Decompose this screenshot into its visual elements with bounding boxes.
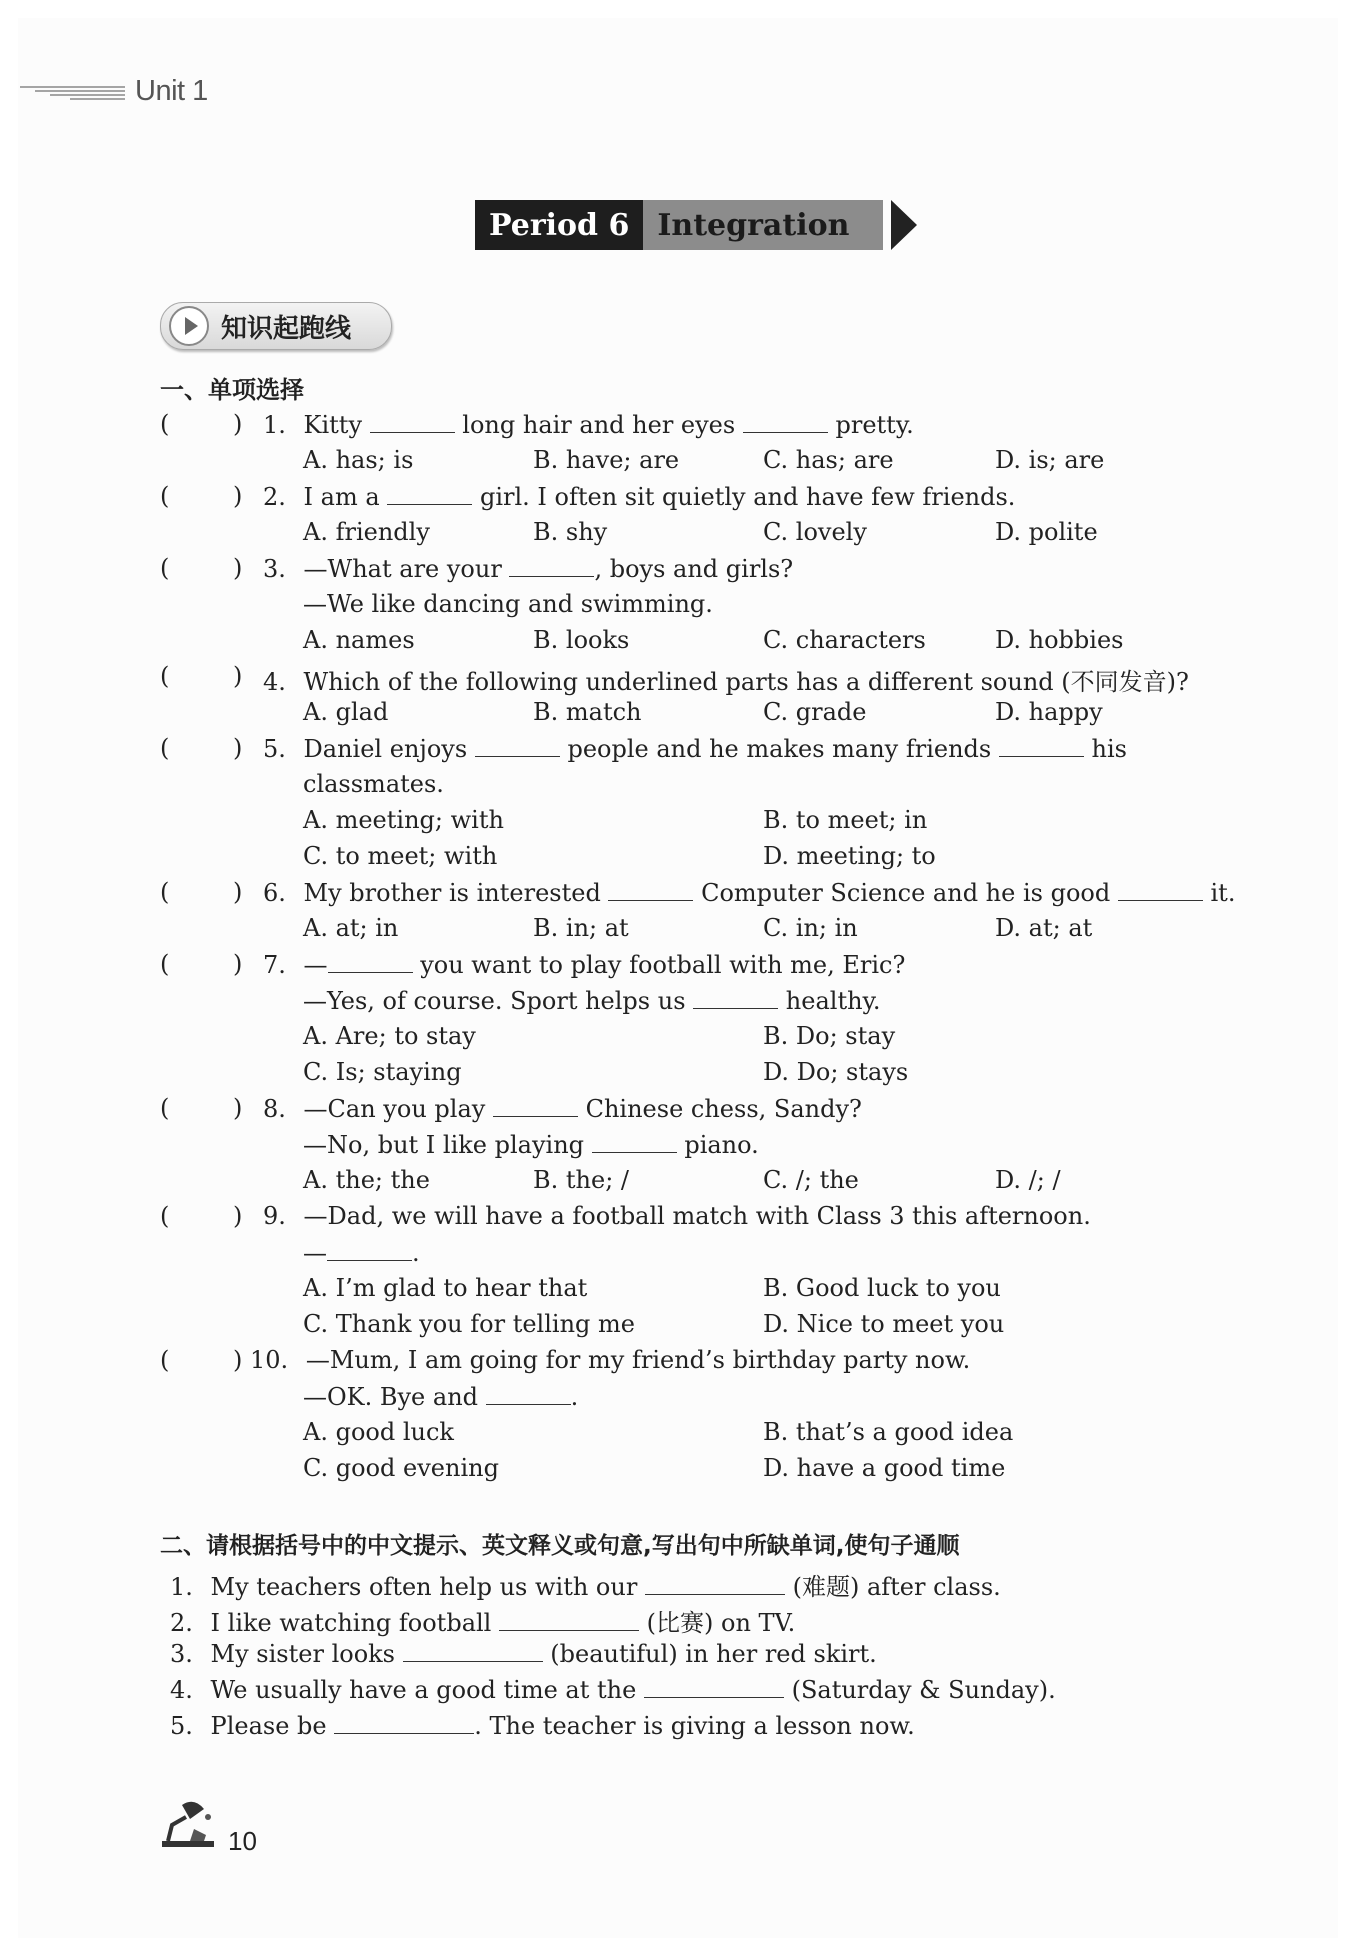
answer-blank[interactable] — [387, 482, 472, 505]
question-9: 9. —Dad, we will have a football match with Class 3 this afternoon. — [263, 1202, 1091, 1230]
question-3-line2: —We like dancing and swimming. — [303, 590, 713, 618]
answer-paren-close: ) — [233, 950, 243, 978]
unit-header — [20, 75, 208, 108]
option: D. happy — [995, 698, 1103, 726]
option: D. /; / — [995, 1166, 1061, 1194]
question-6: 6. My brother is interested Computer Science and he is good it. — [263, 879, 1236, 907]
answer-blank[interactable] — [475, 734, 560, 757]
answer-paren-open: ( — [160, 1202, 170, 1230]
answer-paren-close: ) — [233, 554, 243, 582]
answer-paren-open: ( — [160, 1346, 170, 1374]
answer-paren-close: ) — [233, 410, 243, 438]
play-icon — [169, 306, 209, 346]
question-5: 5. Daniel enjoys people and he makes many friends his — [263, 735, 1127, 763]
answer-blank[interactable] — [334, 1711, 474, 1734]
page-number: 10 — [228, 1826, 257, 1856]
section2-title: 二、请根据括号中的中文提示、英文释义或句意,写出句中所缺单词,使句子通顺 — [160, 1533, 960, 1559]
option: D. is; are — [995, 446, 1105, 474]
question-5-line2: classmates. — [303, 770, 444, 798]
option: B. to meet; in — [763, 806, 928, 834]
answer-blank[interactable] — [493, 1094, 578, 1117]
question-7-line2: —Yes, of course. Sport helps us healthy. — [303, 987, 881, 1015]
option: B. looks — [533, 626, 630, 654]
option: B. match — [533, 698, 642, 726]
option: B. Do; stay — [763, 1022, 896, 1050]
answer-blank[interactable] — [592, 1130, 677, 1153]
answer-paren-open: ( — [160, 482, 170, 510]
answer-paren-close: ) — [233, 662, 243, 690]
option: A. at; in — [303, 914, 399, 942]
answer-blank[interactable] — [499, 1608, 639, 1631]
answer-blank[interactable] — [1118, 878, 1203, 901]
option: D. polite — [995, 518, 1098, 546]
answer-paren-close: ) — [233, 878, 243, 906]
option: D. have a good time — [763, 1454, 1006, 1482]
answer-blank[interactable] — [327, 1238, 412, 1261]
answer-blank[interactable] — [370, 410, 455, 433]
answer-blank[interactable] — [608, 878, 693, 901]
answer-paren-open: ( — [160, 554, 170, 582]
answer-blank[interactable] — [645, 1572, 785, 1595]
option: A. the; the — [303, 1166, 430, 1194]
period-label: Period 6 — [475, 200, 643, 250]
question-2: 2. I am a girl. I often sit quietly and have few friends. — [263, 483, 1016, 511]
option: B. in; at — [533, 914, 629, 942]
period-topic: Integration — [643, 200, 883, 250]
option: C. good evening — [303, 1454, 499, 1482]
answer-blank[interactable] — [403, 1639, 543, 1662]
answer-blank[interactable] — [328, 950, 413, 973]
answer-paren-open: ( — [160, 878, 170, 906]
fill-item-5: 5. Please be . The teacher is giving a lesson now. — [170, 1712, 915, 1740]
question-1: 1. Kitty long hair and her eyes pretty. — [263, 411, 914, 439]
period-banner — [475, 200, 917, 250]
answer-paren-open: ( — [160, 410, 170, 438]
question-9-line2: — . — [303, 1239, 420, 1267]
answer-paren-open: ( — [160, 662, 170, 690]
option: A. I’m glad to hear that — [303, 1274, 588, 1302]
option: B. have; are — [533, 446, 680, 474]
unit-title: Unit 1 — [135, 75, 208, 107]
answer-paren-close: ) — [233, 1094, 243, 1122]
fill-item-3: 3. My sister looks (beautiful) in her red skirt. — [170, 1640, 877, 1668]
option: C. Thank you for telling me — [303, 1310, 635, 1338]
question-8-line2: —No, but I like playing piano. — [303, 1131, 759, 1159]
question-4: 4. Which of the following underlined parts has a different sound (不同发音)? — [263, 668, 1189, 696]
question-10: 10. —Mum, I am going for my friend’s birthday party now. — [250, 1346, 971, 1374]
answer-paren-close: ) — [233, 734, 243, 762]
section1-title: 一、单项选择 — [160, 376, 304, 404]
answer-paren-open: ( — [160, 950, 170, 978]
question-7: 7. — you want to play football with me, Eric? — [263, 951, 906, 979]
option: B. the; / — [533, 1166, 629, 1194]
fill-item-2: 2. I like watching football (比赛) on TV. — [170, 1609, 796, 1637]
answer-blank[interactable] — [644, 1675, 784, 1698]
fill-item-4: 4. We usually have a good time at the (Saturday & Sunday). — [170, 1676, 1056, 1704]
option: D. hobbies — [995, 626, 1124, 654]
answer-paren-close: ) — [233, 1202, 243, 1230]
option: A. names — [303, 626, 415, 654]
desk-lamp-icon — [160, 1795, 222, 1850]
option: C. Is; staying — [303, 1058, 462, 1086]
answer-blank[interactable] — [509, 554, 594, 577]
arrow-right-icon — [891, 200, 917, 250]
question-3: 3. —What are your , boys and girls? — [263, 555, 794, 583]
option: C. to meet; with — [303, 842, 498, 870]
option: C. lovely — [763, 518, 867, 546]
answer-blank[interactable] — [486, 1382, 571, 1405]
answer-paren-open: ( — [160, 734, 170, 762]
option: B. Good luck to you — [763, 1274, 1001, 1302]
option: A. friendly — [303, 518, 430, 546]
answer-blank[interactable] — [693, 986, 778, 1009]
answer-blank[interactable] — [743, 410, 828, 433]
option: A. glad — [303, 698, 389, 726]
answer-paren-open: ( — [160, 1094, 170, 1122]
option: A. meeting; with — [303, 806, 504, 834]
option: C. in; in — [763, 914, 858, 942]
fill-item-1: 1. My teachers often help us with our (难题) after class. — [170, 1573, 1001, 1601]
option: A. Are; to stay — [303, 1022, 476, 1050]
answer-paren-close: ) — [233, 1346, 243, 1374]
answer-blank[interactable] — [999, 734, 1084, 757]
option: A. good luck — [303, 1418, 454, 1446]
option: D. Do; stays — [763, 1058, 909, 1086]
option: D. Nice to meet you — [763, 1310, 1005, 1338]
section-pill — [160, 302, 392, 350]
option: B. that’s a good idea — [763, 1418, 1014, 1446]
option: D. meeting; to — [763, 842, 936, 870]
option: A. has; is — [303, 446, 414, 474]
question-8: 8. —Can you play Chinese chess, Sandy? — [263, 1095, 862, 1123]
option: C. has; are — [763, 446, 894, 474]
option: B. shy — [533, 518, 608, 546]
option: C. characters — [763, 626, 926, 654]
question-10-line2: —OK. Bye and . — [303, 1383, 579, 1411]
option: C. /; the — [763, 1166, 859, 1194]
option: D. at; at — [995, 914, 1093, 942]
answer-paren-close: ) — [233, 482, 243, 510]
option: C. grade — [763, 698, 867, 726]
section-pill-label: 知识起跑线 — [221, 313, 352, 344]
header-lines-icon — [20, 84, 125, 100]
